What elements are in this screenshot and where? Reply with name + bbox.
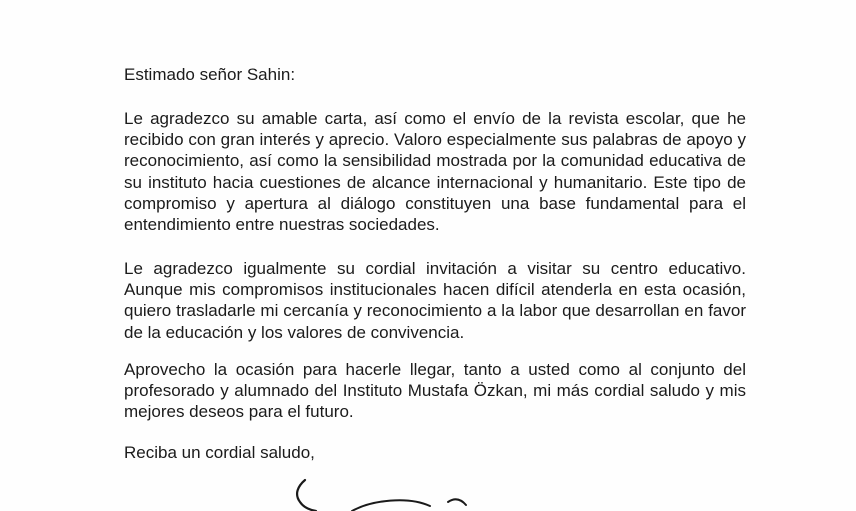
letter-closing: Reciba un cordial saludo, <box>124 443 315 462</box>
letter-paragraph-2: Le agradezco igualmente su cordial invitación a visitar su centro educativo. Aunque mis compromisos institucionales hacen difícil atenderla en esta ocasión, quiero trasladarle mi cercanía y reconocimiento a la labor que desarrollan en favor de la educación y los valores de convivencia. <box>124 259 746 342</box>
letter-salutation: Estimado señor Sahin: <box>124 65 296 84</box>
letter-paragraph-1: Le agradezco su amable carta, así como el envío de la revista escolar, que he recibido con gran interés y aprecio. Valoro especialmente sus palabras de apoyo y reconocimiento, así como la sensibilidad mostrada por la comunidad educativa de su instituto hacia cuestiones de alcance internacional y humanitario. Este tipo de compromiso y apertura al diálogo constituyen una base fundamental para el entendimiento entre nuestras sociedades. <box>124 109 746 235</box>
letter-paragraph-3: Aprovecho la ocasión para hacerle llegar, tanto a usted como al conjunto del profesorado y alumnado del Instituto Mustafa Özkan, mi más cordial saludo y mis mejores deseos para el futuro. <box>124 360 746 422</box>
handwritten-signature <box>280 472 480 511</box>
